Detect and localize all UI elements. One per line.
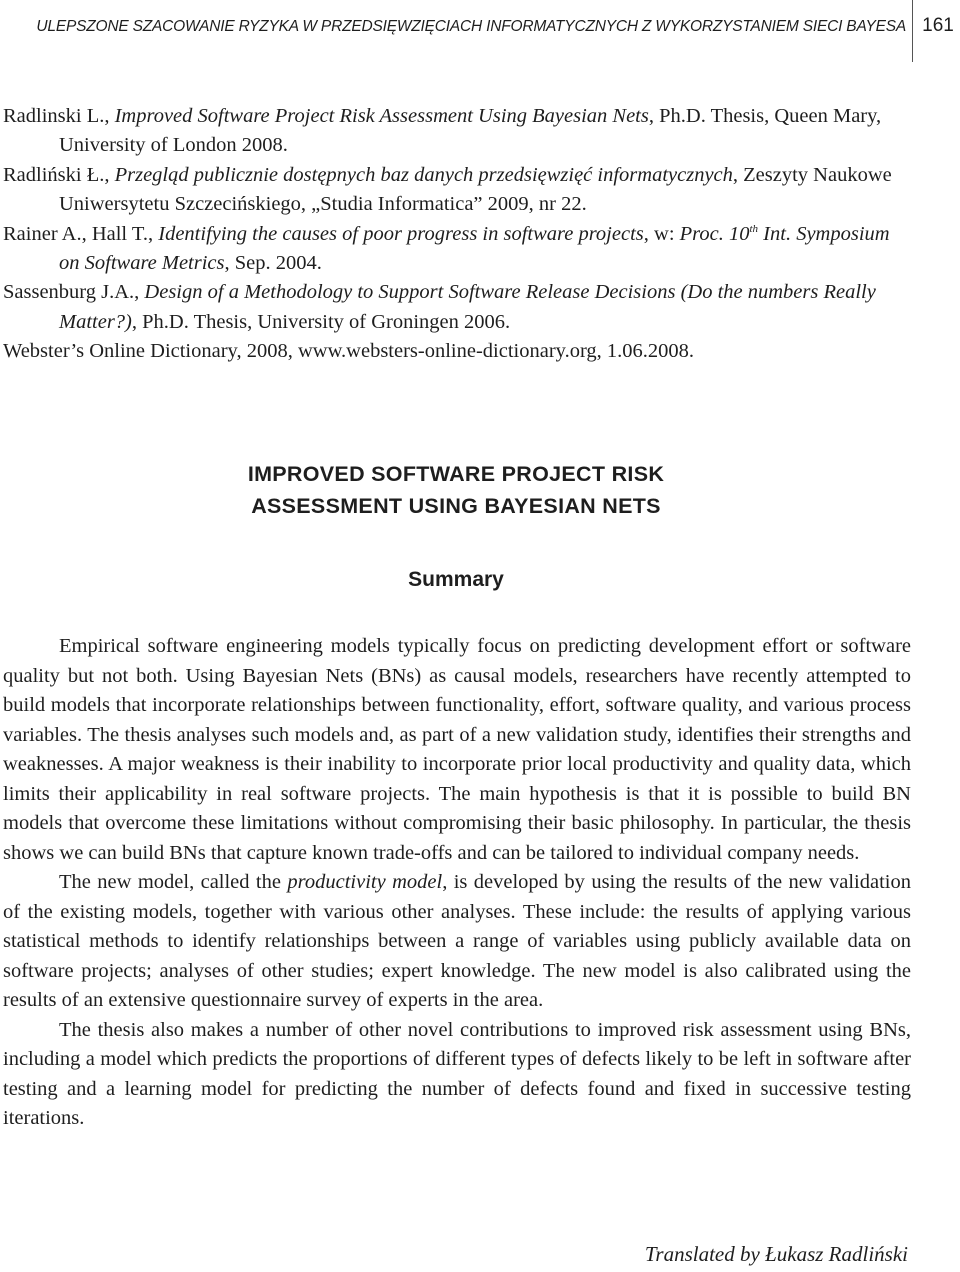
article-title-line: IMPROVED SOFTWARE PROJECT RISK	[247, 462, 665, 486]
article-title-line: ASSESSMENT USING BAYESIAN NETS	[251, 494, 661, 518]
reference-authors: Rainer A., Hall T.,	[3, 222, 159, 245]
reference-item	[3, 161, 913, 220]
running-head: ULEPSZONE SZACOWANIE RYZYKA W PRZEDSIĘWZIĘCIACH INFORMATYCZNYCH Z WYKORZYSTANIEM SIECI BAYESA	[36, 18, 906, 35]
reference-item	[3, 337, 913, 366]
article-title	[0, 458, 912, 522]
page-number: 161	[922, 15, 954, 36]
summary-paragraph: The thesis also makes a number of other novel contributions to improved risk assessment using BNs, including a model which predicts the proportions of different types of defects likely to be left in software after testing and a learning model for predicting the number of defects found and fixed in successive testing iterations.	[3, 1018, 911, 1129]
reference-text: Webster’s Online Dictionary, 2008, www.websters-online-dictionary.org, 1.06.2008.	[3, 340, 695, 363]
translator-credit: Translated by Łukasz Radliński	[644, 1242, 908, 1266]
reference-venue: Proc. 10	[679, 222, 750, 245]
reference-list	[3, 102, 913, 367]
summary-emphasis: productivity model	[287, 871, 443, 893]
header-divider	[912, 0, 913, 62]
summary-paragraph: Empirical software engineering models typically focus on predicting development effort or software quality but not both. Using Bayesian Nets (BNs) as causal models, researchers have recently attempted to build models that incorporate relationships between functionality, effort, software quality, and various process variables. The thesis analyses such models and, as part of a new validation study, identifies their strengths and weaknesses. A major weakness is their inability to incorporate prior local productivity and quality data, which limits their applicability in real software projects. The main hypothesis is that it is possible to build BN models that overcome these limitations without compromising their basic philosophy. In particular, the thesis shows we can build BNs that capture known trade-offs and can be tailored to individual company needs.	[3, 635, 911, 864]
reference-item	[3, 220, 913, 279]
reference-title: Identifying the causes of poor progress in software projects	[158, 222, 644, 245]
reference-venue-superscript: th	[749, 222, 759, 235]
reference-authors: Radlinski L.,	[3, 105, 115, 127]
reference-authors: Sassenburg J.A.,	[3, 281, 145, 304]
reference-authors: Radliński Ł.,	[3, 163, 115, 186]
reference-item	[3, 278, 913, 337]
summary-text: , is developed by using the results of the new validation of the existing models, together with various other analyses. These include: the results of applying various statistical methods to identify relationships between a range of variables using publicly available data on software projects; analyses of other studies; expert knowledge. The new model is also calibrated using the results of an extensive questionnaire survey of experts in the area.	[3, 871, 911, 1011]
reference-details: , Sep. 2004.	[224, 252, 322, 275]
summary-text: The new model, called the	[59, 871, 288, 893]
reference-item	[3, 102, 913, 161]
reference-details: , Ph.D. Thesis, Queen Mary, University of London 2008.	[59, 105, 882, 157]
summary-body	[3, 632, 911, 1134]
reference-details: , w:	[643, 222, 680, 245]
summary-heading: Summary	[408, 568, 504, 591]
reference-details: , Ph.D. Thesis, University of Groningen 2006.	[131, 310, 511, 333]
reference-title: Improved Software Project Risk Assessment Using Bayesian Nets	[114, 105, 649, 127]
reference-title: Design of a Methodology to Support Software Release Decisions (Do the numbers Really Matter?)	[59, 281, 876, 333]
reference-venue: Int. Symposium on Software Metrics	[59, 222, 890, 275]
reference-details: , Zeszyty Naukowe Uniwersytetu Szczecińskiego, „Studia Informatica” 2009, nr 22.	[59, 163, 892, 216]
reference-title: Przegląd publicznie dostępnych baz danych przedsięwzięć informatycznych	[114, 163, 733, 186]
summary-paragraph	[3, 868, 911, 1016]
